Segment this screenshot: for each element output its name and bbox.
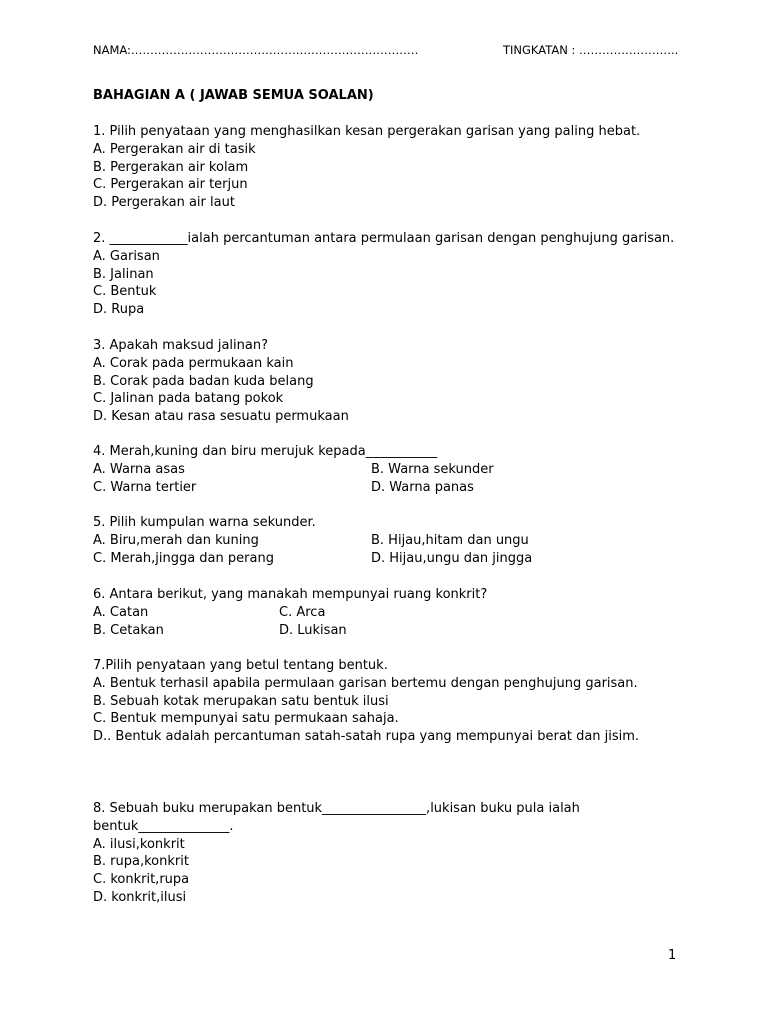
question-text: 1. Pilih penyataan yang menghasilkan kesan pergerakan garisan yang paling hebat.	[93, 124, 641, 139]
option-row	[93, 461, 494, 479]
option-b: B. Hijau,hitam dan ungu	[371, 532, 529, 548]
question-8	[93, 800, 580, 907]
option-d: D. Hijau,ungu dan jingga	[371, 550, 533, 566]
option-b: B. Jalinan	[93, 266, 154, 282]
option-b: B. Pergerakan air kolam	[93, 159, 249, 175]
question-text: 4. Merah,kuning dan biru merujuk kepada___________	[93, 444, 438, 459]
question-text: 3. Apakah maksud jalinan?	[93, 338, 268, 353]
option-c: C. konkrit,rupa	[93, 872, 190, 888]
option-a: A. Corak pada permukaan kain	[93, 355, 294, 371]
page-number: 1	[668, 948, 677, 963]
option-row	[93, 550, 533, 568]
option-c: C. Bentuk	[93, 284, 157, 300]
question-4	[93, 443, 494, 496]
option-a: A. ilusi,konkrit	[93, 836, 185, 852]
option-b: B. Cetakan	[93, 622, 164, 638]
option-a: A. Bentuk terhasil apabila permulaan garisan bertemu dengan penghujung garisan.	[93, 675, 638, 691]
option-a: A. Pergerakan air di tasik	[93, 141, 256, 157]
question-text: 5. Pilih kumpulan warna sekunder.	[93, 515, 316, 530]
option-row	[93, 479, 474, 497]
option-d: D. Lukisan	[279, 622, 347, 638]
question-1	[93, 123, 640, 212]
option-b: B. Warna sekunder	[371, 461, 494, 477]
option-d: D. Warna panas	[371, 479, 474, 495]
option-d: D. konkrit,ilusi	[93, 889, 187, 905]
option-row	[93, 622, 487, 640]
question-text: 7.Pilih penyataan yang betul tentang bentuk.	[93, 658, 388, 673]
option-d: D. Kesan atau rasa sesuatu permukaan	[93, 409, 349, 425]
question-3	[93, 337, 349, 426]
question-5	[93, 514, 533, 567]
option-d: D. Rupa	[93, 302, 145, 318]
question-7	[93, 657, 639, 746]
option-row	[93, 532, 529, 550]
section-title: BAHAGIAN A ( JAWAB SEMUA SOALAN)	[93, 88, 374, 103]
option-c: C. Jalinan pada batang pokok	[93, 391, 284, 407]
question-6	[93, 586, 487, 639]
level-field-label: TINGKATAN : ……………………..	[503, 43, 679, 57]
question-text: 2. ____________ialah percantuman antara permulaan garisan dengan penghujung garisan.	[93, 231, 675, 246]
option-c: C. Warna tertier	[93, 479, 197, 495]
option-a: A. Catan	[93, 604, 149, 620]
option-row	[93, 604, 487, 622]
name-field-label: NAMA:…………………………………………………………………	[93, 43, 419, 57]
option-d: D. Pergerakan air laut	[93, 195, 235, 211]
option-b: B. rupa,konkrit	[93, 854, 189, 870]
option-c: C. Bentuk mempunyai satu permukaan sahaja.	[93, 711, 399, 727]
question-2	[93, 230, 674, 319]
option-d: D.. Bentuk adalah percantuman satah-satah rupa yang mempunyai berat dan jisim.	[93, 729, 640, 745]
question-text-line-1: 8. Sebuah buku merupakan bentuk________________,lukisan buku pula ialah	[93, 801, 580, 816]
option-c: C. Merah,jingga dan perang	[93, 550, 274, 566]
option-c: C. Arca	[279, 604, 326, 620]
option-a: A. Garisan	[93, 248, 160, 264]
option-a: A. Warna asas	[93, 461, 185, 477]
option-c: C. Pergerakan air terjun	[93, 177, 248, 193]
option-a: A. Biru,merah dan kuning	[93, 532, 259, 548]
option-b: B. Sebuah kotak merupakan satu bentuk ilusi	[93, 693, 389, 709]
question-text-line-2: bentuk______________.	[93, 818, 234, 834]
option-b: B. Corak pada badan kuda belang	[93, 373, 314, 389]
question-text: 6. Antara berikut, yang manakah mempunyai ruang konkrit?	[93, 587, 488, 602]
